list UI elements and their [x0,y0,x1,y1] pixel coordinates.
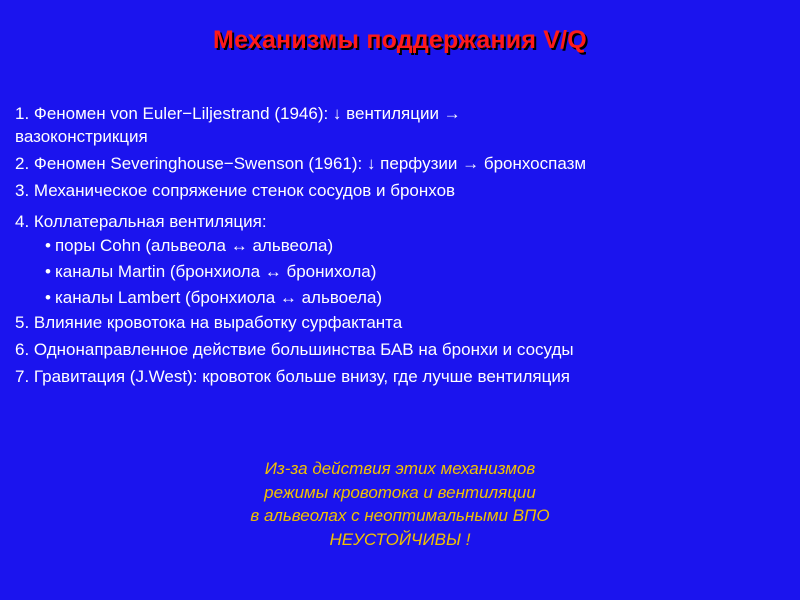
slide-title: Механизмы поддержания V/Q [213,26,587,54]
bullet-icon: • [45,288,51,307]
note-line-2: режимы кровотока и вентиляции [264,482,536,502]
sub-item-lambert [15,285,785,311]
note-line-4: НЕУСТОЙЧИВЫ ! [329,529,471,549]
list-item-6: 6. Однонаправленное действие большинства БАВ на бронхи и сосуды [15,340,574,359]
list-item-3: 3. Механическое сопряжение стенок сосудов и бронхов [15,181,456,200]
list-item-5: 5. Влияние кровотока на выработку сурфактанта [15,313,403,332]
mechanism-list [15,102,785,388]
conclusion-note [0,457,800,551]
sub-item-martin [15,259,785,285]
sub-item-label: каналы Martin (бронхиола ↔ бронихола) [54,262,377,281]
bullet-icon: • [45,262,51,281]
list-item-2: 2. Феномен Severinghouse−Swenson (1961): ↓ перфузии → бронхоспазм [15,154,587,173]
sub-item-label: поры Cohn (альвеола ↔ альвеола) [54,236,334,255]
sub-item-label: каналы Lambert (бронхиола ↔ альвоела) [54,288,383,307]
list-item-1-continued: вазоконстрикция [15,127,148,146]
note-line-3: в альвеолах с неоптимальными ВПО [250,506,550,525]
list-item-4: 4. Коллатеральная вентиляция: [15,212,267,231]
sub-item-cohn [15,233,785,259]
list-item-1: 1. Феномен von Euler−Liljestrand (1946): ↓ вентиляции → [15,104,461,123]
note-line-1: Из-за действия этих механизмов [264,459,536,478]
bullet-icon: • [45,236,51,255]
list-item-7: 7. Гравитация (J.West): кровоток больше внизу, где лучше вентиляция [15,367,571,386]
